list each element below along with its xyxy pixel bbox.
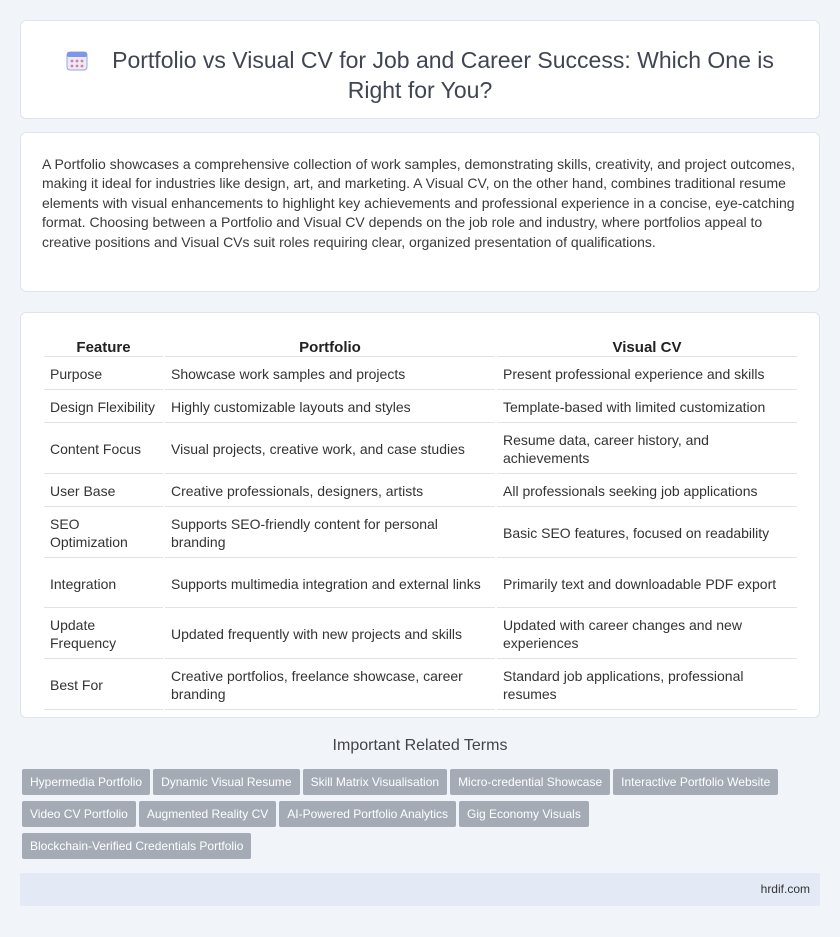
related-term-tag[interactable]: Video CV Portfolio [22, 801, 136, 827]
related-term-tag[interactable]: Micro-credential Showcase [450, 769, 610, 795]
row-portfolio: Visual projects, creative work, and case studies [165, 425, 495, 474]
row-visual-cv: Basic SEO features, focused on readability [497, 509, 797, 558]
row-visual-cv: Updated with career changes and new experiences [497, 610, 797, 659]
row-visual-cv: Resume data, career history, and achievements [497, 425, 797, 474]
row-feature: Integration [44, 560, 163, 608]
related-term-tag[interactable]: AI-Powered Portfolio Analytics [279, 801, 456, 827]
table-row [44, 610, 797, 659]
row-portfolio: Creative professionals, designers, artists [165, 476, 495, 507]
related-term-tag[interactable]: Interactive Portfolio Website [613, 769, 778, 795]
row-feature: User Base [44, 476, 163, 507]
row-visual-cv: All professionals seeking job applications [497, 476, 797, 507]
related-term-tag[interactable]: Hypermedia Portfolio [22, 769, 150, 795]
related-terms-title: Important Related Terms [332, 737, 508, 754]
title-card [20, 20, 820, 119]
calendar-icon [66, 49, 88, 71]
header-portfolio: Portfolio [165, 335, 495, 357]
intro-paragraph: A Portfolio showcases a comprehensive collection of work samples, demonstrating skills, creativity, and project outcomes, making it ideal for industries like design, art, and marketing. A Visual CV, on the other hand, combines traditional resume elements with visual enhancements to highlight key achievements and professional experience in a concise, eye-catching format. Choosing between a Portfolio and Visual CV depends on the job role and industry, where portfolios appeal to creative positions and Visual CVs suit roles requiring clear, organized presentation of qualifications. [42, 156, 795, 250]
table-row [44, 425, 797, 474]
row-feature: Design Flexibility [44, 392, 163, 423]
row-portfolio: Creative portfolios, freelance showcase, career branding [165, 661, 495, 710]
footer [20, 873, 820, 906]
header-visual-cv: Visual CV [497, 335, 797, 357]
row-visual-cv: Template-based with limited customization [497, 392, 797, 423]
row-portfolio: Highly customizable layouts and styles [165, 392, 495, 423]
row-feature: SEO Optimization [44, 509, 163, 558]
table-row [44, 392, 797, 423]
row-portfolio: Showcase work samples and projects [165, 359, 495, 390]
header-feature: Feature [44, 335, 163, 357]
comparison-table [42, 333, 799, 712]
comparison-card [20, 312, 820, 718]
footer-site-link[interactable]: hrdif.com [760, 882, 810, 896]
page-title: Portfolio vs Visual CV for Job and Career Success: Which One is Right for You? [112, 47, 774, 103]
table-row [44, 476, 797, 507]
table-row [44, 359, 797, 390]
related-term-tag[interactable]: Gig Economy Visuals [459, 801, 589, 827]
row-visual-cv: Standard job applications, professional resumes [497, 661, 797, 710]
row-feature: Best For [44, 661, 163, 710]
row-portfolio: Supports multimedia integration and external links [165, 560, 495, 608]
table-row [44, 661, 797, 710]
intro-card [20, 132, 820, 292]
row-feature: Update Frequency [44, 610, 163, 659]
related-term-tag[interactable]: Blockchain-Verified Credentials Portfolio [22, 833, 251, 859]
related-term-tag[interactable]: Dynamic Visual Resume [153, 769, 300, 795]
related-terms-list [22, 769, 812, 865]
row-portfolio: Updated frequently with new projects and skills [165, 610, 495, 659]
related-term-tag[interactable]: Augmented Reality CV [139, 801, 276, 827]
row-feature: Content Focus [44, 425, 163, 474]
row-visual-cv: Primarily text and downloadable PDF export [497, 560, 797, 608]
table-header-row [44, 335, 797, 357]
related-term-tag[interactable]: Skill Matrix Visualisation [303, 769, 448, 795]
row-feature: Purpose [44, 359, 163, 390]
table-row [44, 509, 797, 558]
table-row [44, 560, 797, 608]
row-portfolio: Supports SEO-friendly content for personal branding [165, 509, 495, 558]
row-visual-cv: Present professional experience and skills [497, 359, 797, 390]
page-title-wrap [21, 45, 819, 105]
